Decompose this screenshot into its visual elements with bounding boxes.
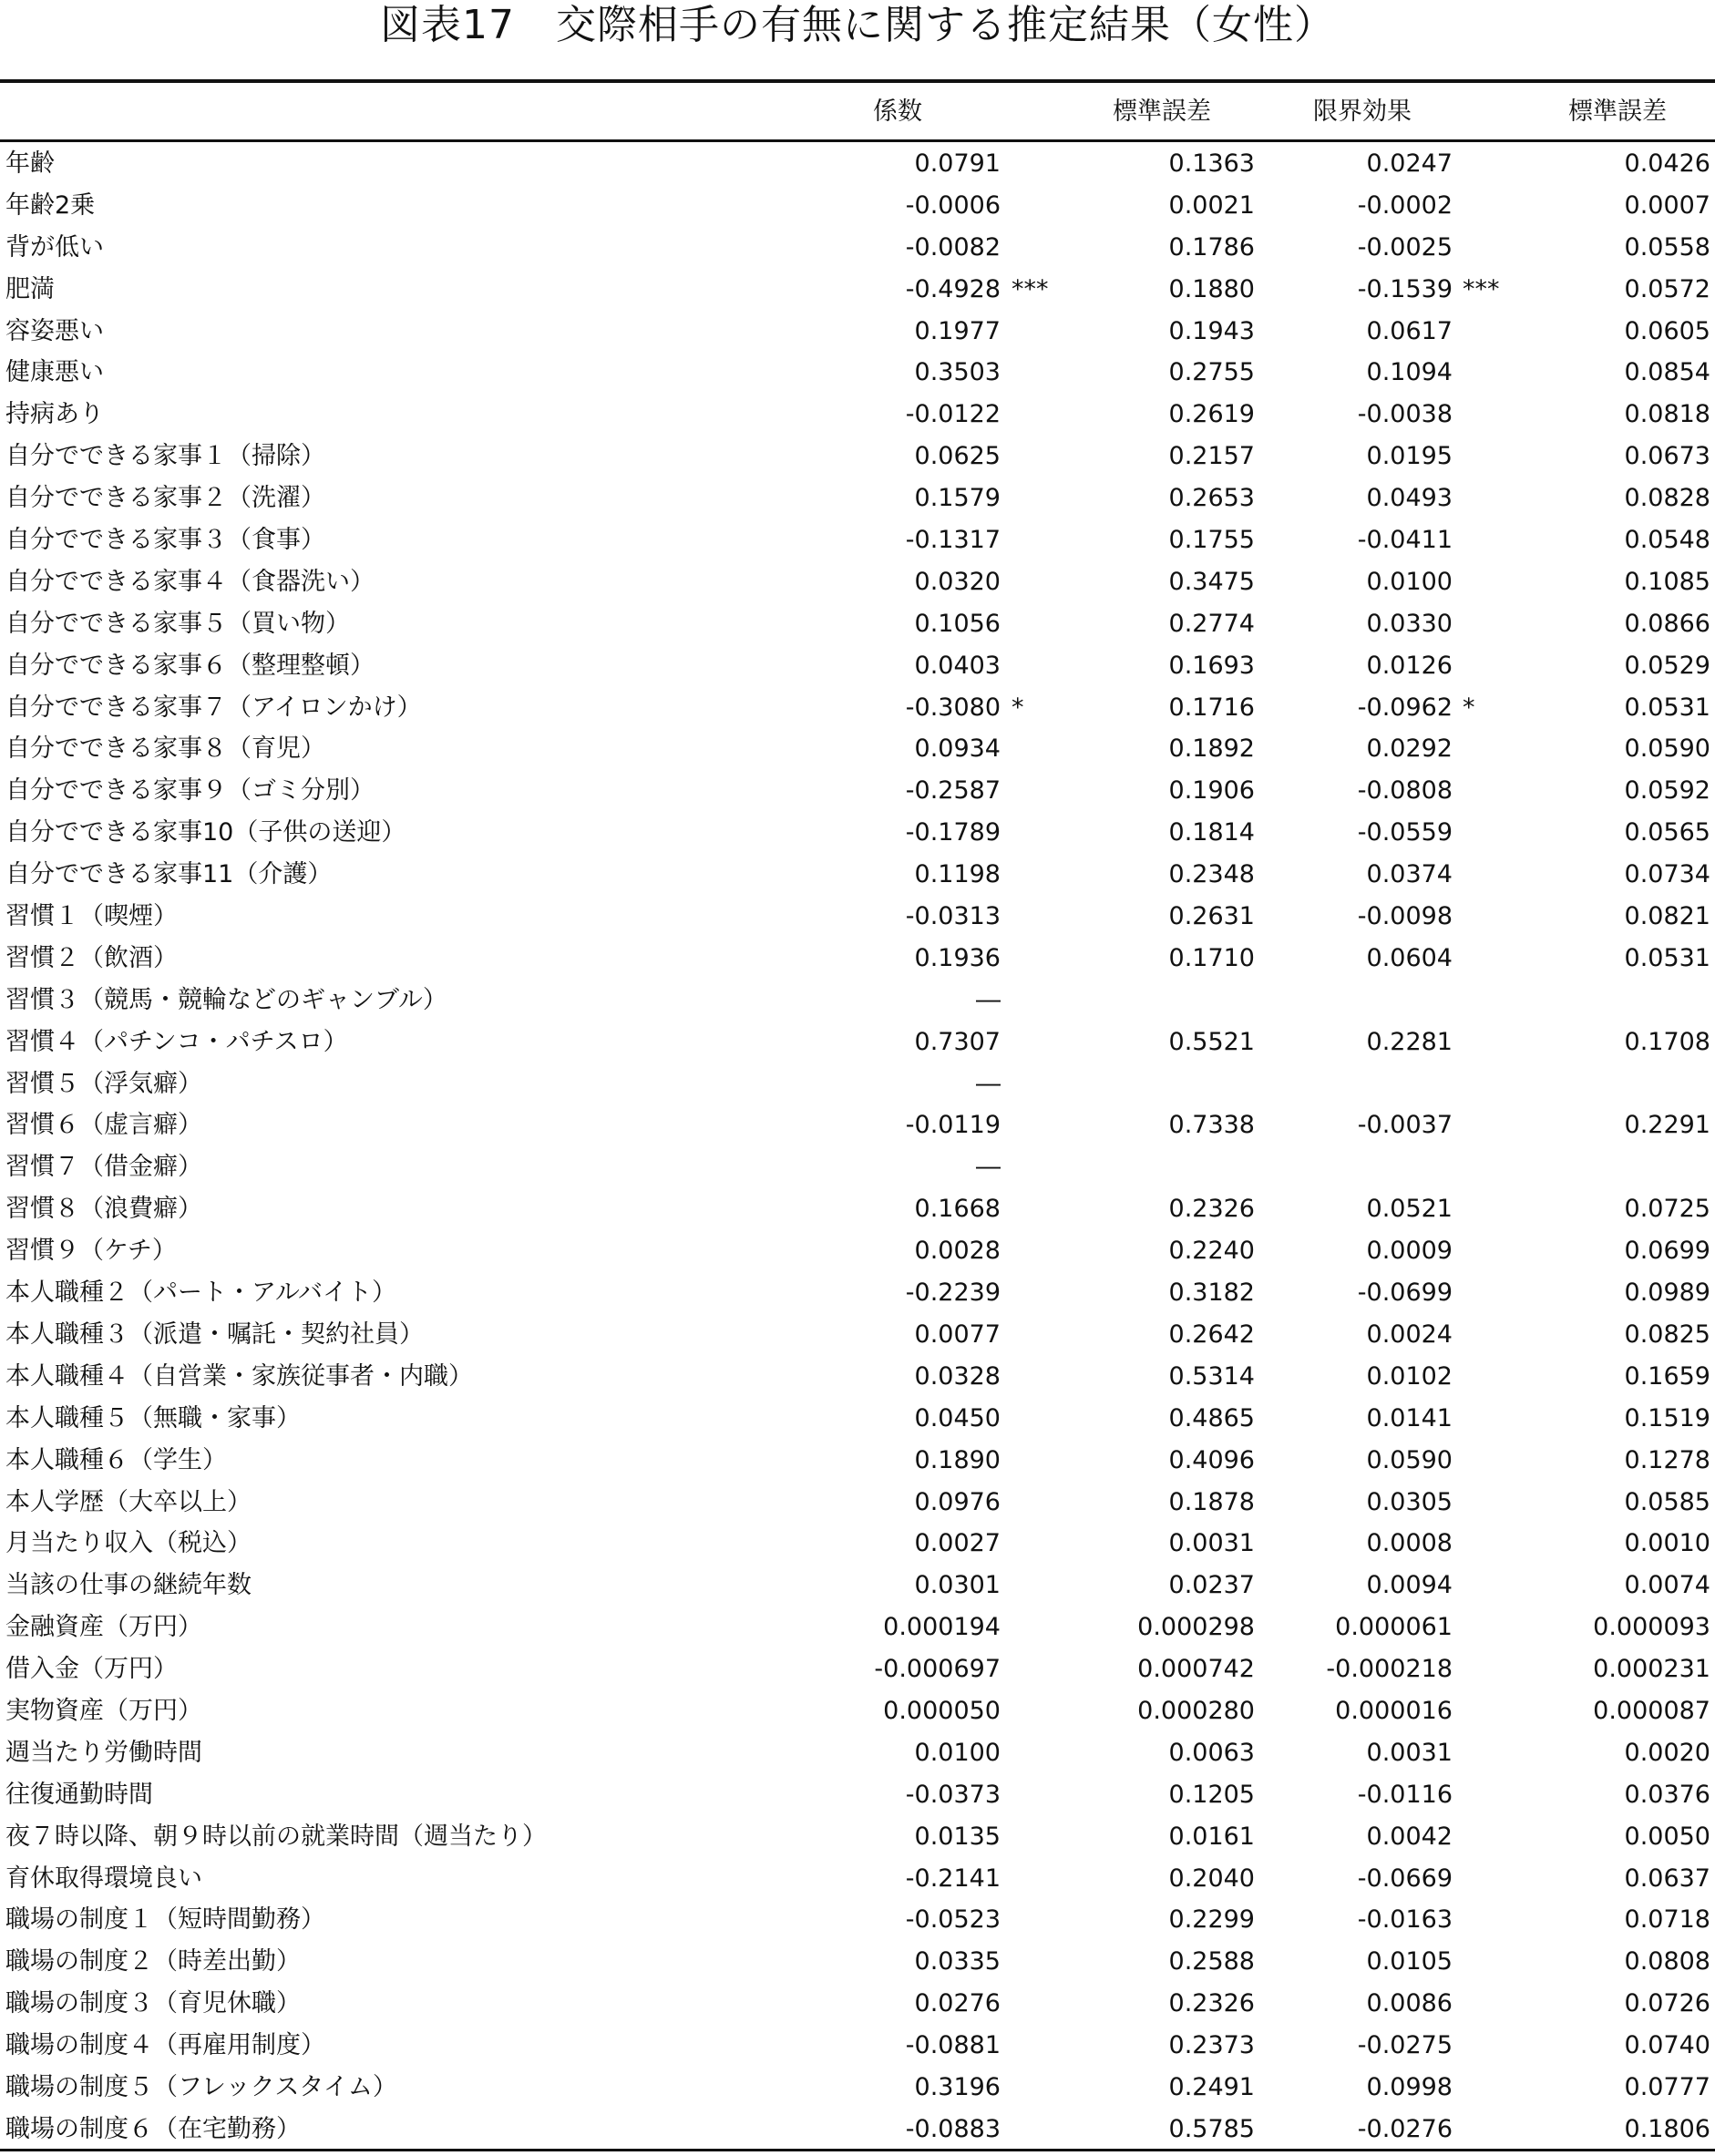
marginal-standard-error-cell: 0.000087 [1593,1696,1710,1725]
marginal-standard-error-cell: 0.0572 [1624,274,1710,303]
row-label: 自分でできる家事５（買い物） [5,609,350,638]
standard-error-cell: 0.1906 [1168,776,1255,806]
standard-error-cell: 0.5785 [1168,2114,1255,2143]
marginal-standard-error-cell: 0.0808 [1624,1947,1710,1976]
marginal-standard-error-cell: 0.1278 [1624,1445,1710,1474]
table-row [0,603,1715,645]
marginal-standard-error-cell: 0.0854 [1624,358,1710,387]
table-row [0,2067,1715,2109]
coefficient-cell: ― [976,1069,1001,1098]
coefficient-cell: -0.0883 [905,2114,1001,2143]
standard-error-cell: 0.2240 [1168,1237,1255,1266]
standard-error-cell: 0.2326 [1168,1989,1255,2018]
table-top-rule [0,79,1715,83]
table-row [0,812,1715,854]
table-body [0,143,1715,2151]
table-row [0,1356,1715,1398]
standard-error-cell: 0.1786 [1168,232,1255,262]
marginal-effect-cell: -0.0038 [1357,400,1453,429]
marginal-standard-error-cell: 0.0548 [1624,526,1710,555]
standard-error-cell: 0.2642 [1168,1319,1255,1349]
standard-error-cell: 0.0161 [1168,1822,1255,1851]
coefficient-cell: 0.0135 [914,1822,1001,1851]
row-label: 自分でできる家事１（掃除） [5,442,325,471]
row-label: 自分でできる家事２（洗濯） [5,484,325,513]
standard-error-cell: 0.0237 [1168,1571,1255,1600]
marginal-standard-error-cell: 0.0565 [1624,818,1710,847]
row-label: 習慣８（浪費癖） [5,1195,202,1224]
row-label: 習慣４（パチンコ・パチスロ） [5,1027,348,1056]
table-row [0,770,1715,812]
row-label: 習慣９（ケチ） [5,1237,177,1266]
marginal-effect-cell: 0.0105 [1366,1947,1453,1976]
table-row [0,1440,1715,1482]
coefficient-cell: 0.0301 [914,1571,1001,1600]
table-row [0,436,1715,477]
marginal-effect-cell: 0.1094 [1366,358,1453,387]
row-label: 金融資産（万円） [5,1613,202,1642]
row-label: 自分でできる家事３（食事） [5,526,325,555]
header-coefficient: 係数 [873,98,922,126]
coefficient-cell: 0.0934 [914,734,1001,764]
marginal-effect-cell: 0.000061 [1335,1613,1453,1642]
coefficient-cell: -0.0082 [905,232,1001,262]
marginal-effect-cell: -0.0037 [1357,1111,1453,1140]
standard-error-cell: 0.1710 [1168,943,1255,972]
standard-error-cell: 0.1716 [1168,693,1255,722]
coefficient-cell: -0.0881 [905,2031,1001,2060]
row-label: 自分でできる家事７（アイロンかけ） [5,693,422,722]
marginal-standard-error-cell: 0.000093 [1593,1613,1710,1642]
coefficient-cell: ― [976,1153,1001,1182]
standard-error-cell: 0.1878 [1168,1487,1255,1516]
row-label: 育休取得環境良い [5,1863,202,1893]
coefficient-cell: 0.0028 [914,1237,1001,1266]
marginal-effect-cell: 0.0374 [1366,860,1453,889]
coefficient-cell: 0.0100 [914,1738,1001,1767]
standard-error-cell: 0.5314 [1168,1361,1255,1391]
standard-error-cell: 0.2373 [1168,2031,1255,2060]
row-label: 持病あり [5,400,104,429]
standard-error-cell: 0.000280 [1137,1696,1255,1725]
table-row [0,1398,1715,1440]
marginal-effect-cell: -0.0002 [1357,190,1453,220]
table-row [0,687,1715,729]
coefficient-cell: -0.2239 [905,1278,1001,1308]
standard-error-cell: 0.4096 [1168,1445,1255,1474]
header-standard-error: 標準誤差 [1113,98,1211,126]
coefficient-significance: *** [1012,274,1049,303]
marginal-effect-cell: -0.0559 [1357,818,1453,847]
marginal-effect-cell: 0.0102 [1366,1361,1453,1391]
table-row [0,143,1715,185]
marginal-standard-error-cell: 0.0818 [1624,400,1710,429]
marginal-effect-cell: -0.0411 [1357,526,1453,555]
marginal-effect-cell: -0.000218 [1326,1655,1453,1684]
coefficient-cell: 0.0320 [914,567,1001,596]
table-row [0,1941,1715,1983]
marginal-standard-error-cell: 0.0699 [1624,1237,1710,1266]
table-row [0,1146,1715,1188]
row-label: 自分でできる家事11（介護） [5,860,333,889]
table-row [0,227,1715,269]
marginal-effect-cell: 0.0195 [1366,442,1453,471]
standard-error-cell: 0.7338 [1168,1111,1255,1140]
row-label: 週当たり労働時間 [5,1738,202,1767]
row-label: 本人職種２（パート・アルバイト） [5,1278,397,1308]
coefficient-cell: 0.1936 [914,943,1001,972]
standard-error-cell: 0.1693 [1168,651,1255,680]
coefficient-cell: -0.3080 [905,693,1001,722]
table-row [0,980,1715,1022]
marginal-standard-error-cell: 0.0531 [1624,943,1710,972]
table-row [0,728,1715,770]
row-label: 習慣１（喫煙） [5,902,178,931]
marginal-standard-error-cell: 0.0725 [1624,1195,1710,1224]
row-label: 年齢2乗 [5,190,96,220]
marginal-effect-cell: 0.0521 [1366,1195,1453,1224]
marginal-standard-error-cell: 0.0074 [1624,1571,1710,1600]
marginal-standard-error-cell: 0.0718 [1624,1905,1710,1935]
header-marginal-standard-error: 標準誤差 [1568,98,1667,126]
marginal-standard-error-cell: 0.0050 [1624,1822,1710,1851]
table-row [0,1858,1715,1900]
header-marginal-effect: 限界効果 [1313,98,1412,126]
table-row [0,1565,1715,1607]
table-row [0,1314,1715,1356]
marginal-standard-error-cell: 0.0426 [1624,149,1710,178]
marginal-standard-error-cell: 0.1659 [1624,1361,1710,1391]
coefficient-significance: * [1012,693,1024,722]
marginal-effect-cell: -0.0962 [1357,693,1453,722]
coefficient-cell: -0.000697 [874,1655,1001,1684]
table-row [0,1816,1715,1858]
row-label: 本人職種６（学生） [5,1445,227,1474]
table-row [0,2109,1715,2151]
row-label: 月当たり収入（税込） [5,1529,252,1558]
standard-error-cell: 0.000298 [1137,1613,1255,1642]
marginal-effect-cell: -0.0098 [1357,902,1453,931]
marginal-standard-error-cell: 0.0734 [1624,860,1710,889]
marginal-effect-cell: 0.0305 [1366,1487,1453,1516]
coefficient-cell: 0.000050 [883,1696,1001,1725]
marginal-effect-cell: 0.0998 [1366,2072,1453,2101]
table-row [0,1230,1715,1272]
coefficient-cell: -0.4928 [905,274,1001,303]
coefficient-cell: 0.3196 [914,2072,1001,2101]
marginal-effect-cell: 0.0031 [1366,1738,1453,1767]
table-row [0,1272,1715,1314]
row-label: 容姿悪い [5,316,104,345]
table-row [0,269,1715,311]
coefficient-cell: -0.0119 [905,1111,1001,1140]
table-row [0,477,1715,519]
table-row [0,938,1715,980]
marginal-standard-error-cell: 0.000231 [1593,1655,1710,1684]
row-label: 往復通勤時間 [5,1780,153,1809]
marginal-effect-cell: -0.0276 [1357,2114,1453,2143]
marginal-effect-cell: 0.0493 [1366,484,1453,513]
row-label: 実物資産（万円） [5,1696,202,1725]
row-label: 習慣２（飲酒） [5,943,178,972]
table-row [0,1607,1715,1648]
coefficient-cell: -0.2141 [905,1863,1001,1893]
coefficient-cell: 0.1890 [914,1445,1001,1474]
marginal-effect-cell: -0.0808 [1357,776,1453,806]
table-row [0,352,1715,394]
marginal-standard-error-cell: 0.0529 [1624,651,1710,680]
standard-error-cell: 0.1943 [1168,316,1255,345]
coefficient-cell: 0.0625 [914,442,1001,471]
coefficient-cell: 0.1198 [914,860,1001,889]
row-label: 習慣６（虚言癖） [5,1111,202,1140]
marginal-effect-cell: 0.0094 [1366,1571,1453,1600]
table-row [0,394,1715,436]
marginal-effect-cell: 0.0126 [1366,651,1453,680]
marginal-standard-error-cell: 0.1708 [1624,1027,1710,1056]
coefficient-cell: 0.0976 [914,1487,1001,1516]
coefficient-cell: 0.7307 [914,1027,1001,1056]
row-label: 職場の制度１（短時間勤務） [5,1905,325,1935]
standard-error-cell: 0.1755 [1168,526,1255,555]
standard-error-cell: 0.2619 [1168,400,1255,429]
coefficient-cell: 0.1579 [914,484,1001,513]
standard-error-cell: 0.1814 [1168,818,1255,847]
coefficient-cell: 0.0077 [914,1319,1001,1349]
coefficient-cell: 0.0276 [914,1989,1001,2018]
table-row [0,1022,1715,1063]
marginal-effect-cell: -0.0275 [1357,2031,1453,2060]
coefficient-cell: 0.0027 [914,1529,1001,1558]
table-row [0,1690,1715,1732]
row-label: 自分でできる家事６（整理整頓） [5,651,375,680]
marginal-effect-cell: -0.1539 [1357,274,1453,303]
coefficient-cell: 0.1977 [914,316,1001,345]
coefficient-cell: -0.1317 [905,526,1001,555]
row-label: 習慣３（競馬・競輪などのギャンブル） [5,985,447,1014]
table-bottom-rule [0,2149,1715,2151]
marginal-effect-cell: -0.0025 [1357,232,1453,262]
row-label: 健康悪い [5,358,104,387]
coefficient-cell: 0.000194 [883,1613,1001,1642]
marginal-effect-cell: 0.0590 [1366,1445,1453,1474]
standard-error-cell: 0.5521 [1168,1027,1255,1056]
marginal-effect-cell: -0.0163 [1357,1905,1453,1935]
row-label: 本人職種４（自営業・家族従事者・内職） [5,1361,473,1391]
row-label: 職場の制度４（再雇用制度） [5,2031,325,2060]
marginal-standard-error-cell: 0.0637 [1624,1863,1710,1893]
marginal-effect-cell: 0.0292 [1366,734,1453,764]
table-row [0,1104,1715,1146]
coefficient-cell: -0.0373 [905,1780,1001,1809]
table-row [0,896,1715,938]
marginal-effect-cell: 0.0042 [1366,1822,1453,1851]
marginal-effect-cell: 0.0100 [1366,567,1453,596]
coefficient-cell: 0.0791 [914,149,1001,178]
row-label: 職場の制度５（フレックスタイム） [5,2072,397,2101]
marginal-standard-error-cell: 0.0825 [1624,1319,1710,1349]
standard-error-cell: 0.0031 [1168,1529,1255,1558]
standard-error-cell: 0.4865 [1168,1403,1255,1432]
row-label: 自分でできる家事10（子供の送迎） [5,818,406,847]
row-label: 自分でできる家事８（育児） [5,734,325,764]
coefficient-cell: 0.0328 [914,1361,1001,1391]
standard-error-cell: 0.2040 [1168,1863,1255,1893]
row-label: 本人職種５（無職・家事） [5,1403,301,1432]
marginal-effect-cell: 0.0617 [1366,316,1453,345]
coefficient-cell: 0.1668 [914,1195,1001,1224]
standard-error-cell: 0.1363 [1168,149,1255,178]
standard-error-cell: 0.3475 [1168,567,1255,596]
marginal-standard-error-cell: 0.0376 [1624,1780,1710,1809]
table-row [0,1482,1715,1524]
marginal-effect-significance: *** [1463,274,1500,303]
coefficient-cell: -0.2587 [905,776,1001,806]
coefficient-cell: 0.0450 [914,1403,1001,1432]
row-label: 本人学歴（大卒以上） [5,1487,252,1516]
coefficient-cell: 0.3503 [914,358,1001,387]
standard-error-cell: 0.1205 [1168,1780,1255,1809]
standard-error-cell: 0.2348 [1168,860,1255,889]
marginal-effect-cell: 0.0086 [1366,1989,1453,2018]
marginal-effect-cell: -0.0699 [1357,1278,1453,1308]
table-header-rule [0,139,1715,142]
marginal-effect-cell: 0.0604 [1366,943,1453,972]
standard-error-cell: 0.2631 [1168,902,1255,931]
row-label: 職場の制度６（在宅勤務） [5,2114,301,2143]
marginal-standard-error-cell: 0.0777 [1624,2072,1710,2101]
standard-error-cell: 0.2299 [1168,1905,1255,1935]
table-row [0,561,1715,603]
standard-error-cell: 0.2774 [1168,609,1255,638]
coefficient-cell: -0.0313 [905,902,1001,931]
table-row [0,1732,1715,1774]
marginal-standard-error-cell: 0.0828 [1624,484,1710,513]
marginal-standard-error-cell: 0.0673 [1624,442,1710,471]
standard-error-cell: 0.0063 [1168,1738,1255,1767]
marginal-standard-error-cell: 0.0726 [1624,1989,1710,2018]
table-row [0,1648,1715,1690]
marginal-standard-error-cell: 0.0605 [1624,316,1710,345]
marginal-effect-cell: 0.0009 [1366,1237,1453,1266]
standard-error-cell: 0.1892 [1168,734,1255,764]
row-label: 職場の制度３（育児休職） [5,1989,301,2018]
marginal-standard-error-cell: 0.0821 [1624,902,1710,931]
standard-error-cell: 0.2755 [1168,358,1255,387]
table-row [0,1523,1715,1565]
standard-error-cell: 0.000742 [1137,1655,1255,1684]
table-row [0,519,1715,561]
table-row [0,645,1715,687]
marginal-standard-error-cell: 0.0531 [1624,693,1710,722]
table-row [0,185,1715,227]
marginal-effect-cell: 0.0247 [1366,149,1453,178]
coefficient-cell: -0.1789 [905,818,1001,847]
standard-error-cell: 0.2491 [1168,2072,1255,2101]
table-row [0,1188,1715,1230]
standard-error-cell: 0.2653 [1168,484,1255,513]
standard-error-cell: 0.2157 [1168,442,1255,471]
marginal-standard-error-cell: 0.1519 [1624,1403,1710,1432]
coefficient-cell: -0.0523 [905,1905,1001,1935]
table-row [0,1774,1715,1816]
marginal-effect-cell: 0.0330 [1366,609,1453,638]
standard-error-cell: 0.2326 [1168,1195,1255,1224]
page-title: 図表17 交際相手の有無に関する推定結果（女性） [380,2,1335,48]
table-row [0,1899,1715,1941]
marginal-standard-error-cell: 0.1806 [1624,2114,1710,2143]
marginal-effect-cell: -0.0116 [1357,1780,1453,1809]
marginal-standard-error-cell: 0.0558 [1624,232,1710,262]
row-label: 習慣５（浮気癖） [5,1069,202,1098]
table-row [0,311,1715,353]
row-label: 当該の仕事の継続年数 [5,1571,252,1600]
table-row [0,2025,1715,2067]
row-label: 自分でできる家事４（食器洗い） [5,567,375,596]
marginal-standard-error-cell: 0.1085 [1624,567,1710,596]
coefficient-cell: 0.1056 [914,609,1001,638]
table-row [0,1063,1715,1105]
marginal-standard-error-cell: 0.0020 [1624,1738,1710,1767]
standard-error-cell: 0.3182 [1168,1278,1255,1308]
row-label: 肥満 [5,274,55,303]
marginal-standard-error-cell: 0.0010 [1624,1529,1710,1558]
marginal-standard-error-cell: 0.0592 [1624,776,1710,806]
marginal-standard-error-cell: 0.0007 [1624,190,1710,220]
row-label: 習慣７（借金癖） [5,1153,202,1182]
coefficient-cell: 0.0403 [914,651,1001,680]
row-label: 本人職種３（派遣・嘱託・契約社員） [5,1319,424,1349]
marginal-standard-error-cell: 0.2291 [1624,1111,1710,1140]
marginal-effect-cell: 0.0024 [1366,1319,1453,1349]
coefficient-cell: -0.0006 [905,190,1001,220]
marginal-effect-cell: 0.0008 [1366,1529,1453,1558]
row-label: 年齢 [5,149,55,178]
marginal-standard-error-cell: 0.0590 [1624,734,1710,764]
row-label: 借入金（万円） [5,1655,178,1684]
coefficient-cell: ― [976,985,1001,1014]
marginal-standard-error-cell: 0.0740 [1624,2031,1710,2060]
marginal-effect-cell: 0.000016 [1335,1696,1453,1725]
row-label: 職場の制度２（時差出勤） [5,1947,301,1976]
marginal-standard-error-cell: 0.0866 [1624,609,1710,638]
table-row [0,854,1715,896]
coefficient-cell: 0.0335 [914,1947,1001,1976]
marginal-effect-cell: -0.0669 [1357,1863,1453,1893]
row-label: 自分でできる家事９（ゴミ分別） [5,776,375,806]
marginal-effect-cell: 0.0141 [1366,1403,1453,1432]
standard-error-cell: 0.1880 [1168,274,1255,303]
standard-error-cell: 0.2588 [1168,1947,1255,1976]
row-label: 夜７時以降、朝９時以前の就業時間（週当たり） [5,1822,547,1851]
marginal-effect-cell: 0.2281 [1366,1027,1453,1056]
coefficient-cell: -0.0122 [905,400,1001,429]
marginal-effect-significance: * [1463,693,1475,722]
row-label: 背が低い [5,232,104,262]
table-row [0,1983,1715,2025]
marginal-standard-error-cell: 0.0989 [1624,1278,1710,1308]
standard-error-cell: 0.0021 [1168,190,1255,220]
marginal-standard-error-cell: 0.0585 [1624,1487,1710,1516]
